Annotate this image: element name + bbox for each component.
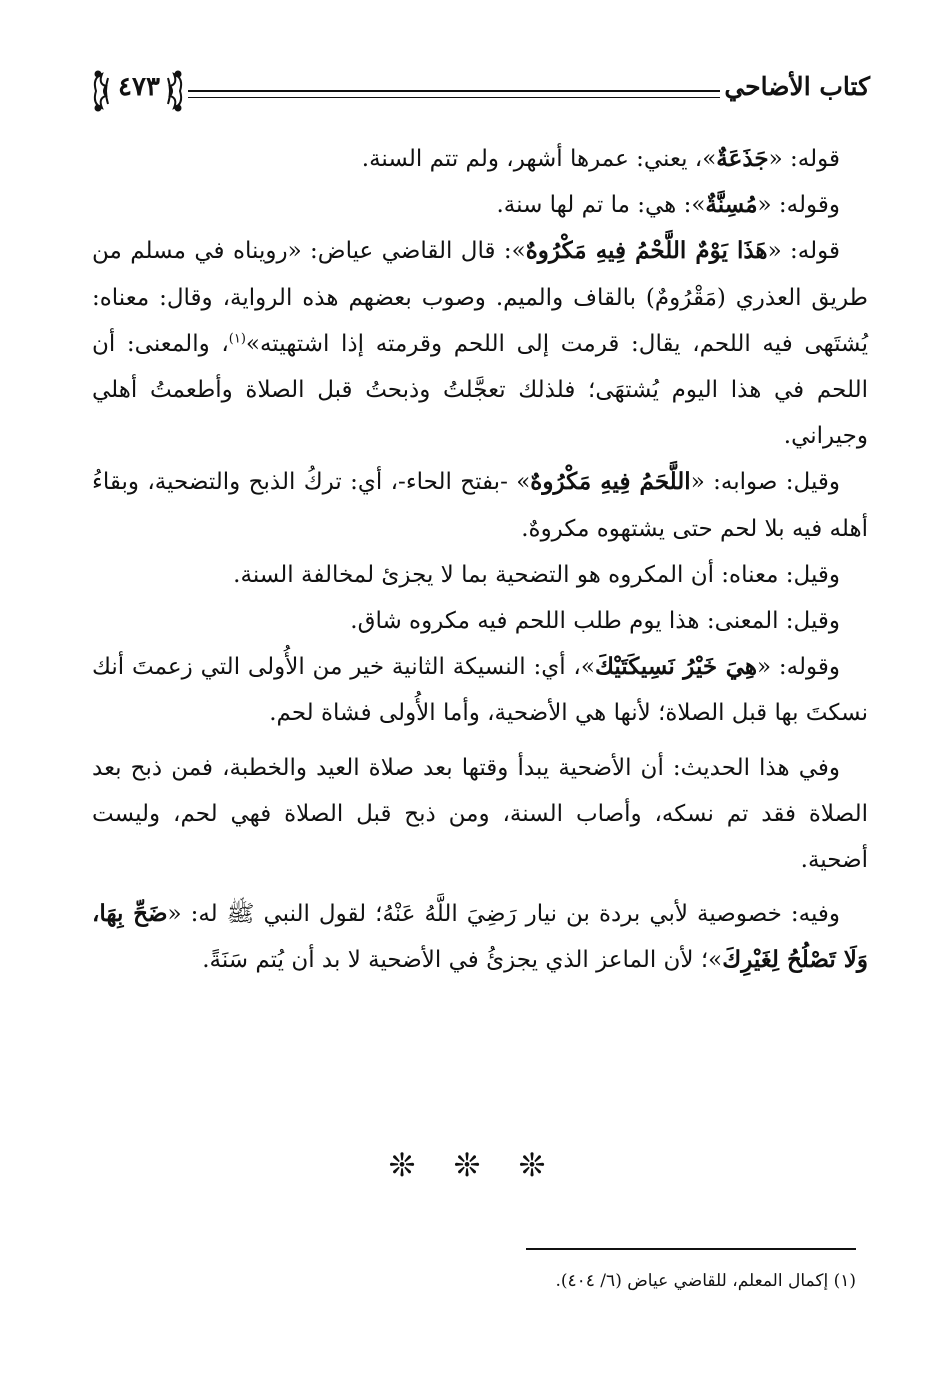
paragraph: وقيل: صوابه: «اللَّحَمُ فِيهِ مَكْرُوهٌ» -بفتح الحاء-، أي: تركُ الذبح والتضحية، وبقاءُ أهله فيه بلا لحم حتى يشتهوه مكروهٌ. [92, 468, 868, 542]
section-separator: ❊ ❊ ❊ [388, 1146, 560, 1184]
body-text [92, 136, 868, 984]
page-header [88, 62, 870, 122]
footnote-marker: (١) [228, 331, 246, 347]
paragraph: وقوله: «مُسِنَّةٌ»: هي: ما تم لها سنة. [496, 191, 840, 219]
footnote-rule [526, 1248, 856, 1250]
paragraph: وقيل: معناه: أن المكروه هو التضحية بما لا يجزئ لمخالفة السنة. [233, 561, 840, 588]
paragraph: قوله: «جَذَعَةٌ»، يعني: عمرها أشهر، ولم تتم السنة. [361, 145, 840, 172]
page-number-frame [88, 64, 188, 118]
paragraph: وفيه: خصوصية لأبي بردة بن نيار رَضِيَ اللَّهُ عَنْهُ؛ لقول النبي ﷺ له: «ضَحِّ بِهَا، وَلَا تَصْلُحُ لِغَيْرِكَ»؛ لأن الماعز الذي يجزئُ في الأضحية لا بد أن يُتم سَنَةً. [92, 900, 868, 974]
paragraph: وفي هذا الحديث: أن الأضحية يبدأ وقتها بعد صلاة العيد والخطبة، فمن ذبح بعد الصلاة فقد تم نسكه، وأصاب السنة، ومن ذبح قبل الصلاة فهي لحم، وليست أضحية. [92, 754, 868, 874]
header-rule [188, 90, 720, 98]
paragraph: وقوله: «هِيَ خَيْرُ نَسِيكَتَيْكَ»، أي: النسيكة الثانية خير من الأُولى التي زعمتَ أنك نسكتَ بها قبل الصلاة؛ لأنها هي الأضحية، وأما الأُولى فشاة لحم. [92, 653, 868, 727]
paragraph: وقيل: المعنى: هذا يوم طلب اللحم فيه مكروه شاق. [350, 608, 840, 635]
footnote: (١) إكمال المعلم، للقاضي عياض (٦/ ٤٠٤). [555, 1271, 856, 1291]
book-title: كتاب الأضاحي [724, 72, 870, 101]
paragraph: قوله: «هَذَا يَوْمٌ اللَّحْمُ فِيهِ مَكْرُوهٌ»: قال القاضي عياض: «رويناه في مسلم من طريق العذري (مَقْرُومٌ) بالقاف والميم. وصوب بعضهم هذه الرواية، وقال: معناه: يُشتَهى فيه اللحم، يقال: قرمت إلى اللحم وقرمته إذا اشتهيته»$^{(١)}$، والمعنى: أن اللحم في هذا اليوم يُشتهَى؛ فلذلك تعجَّلتُ وذبحتُ قبل الصلاة وأطعمتُ أهلي وجيراني. [92, 237, 868, 450]
page-number: ٤٧٣ [118, 72, 160, 102]
